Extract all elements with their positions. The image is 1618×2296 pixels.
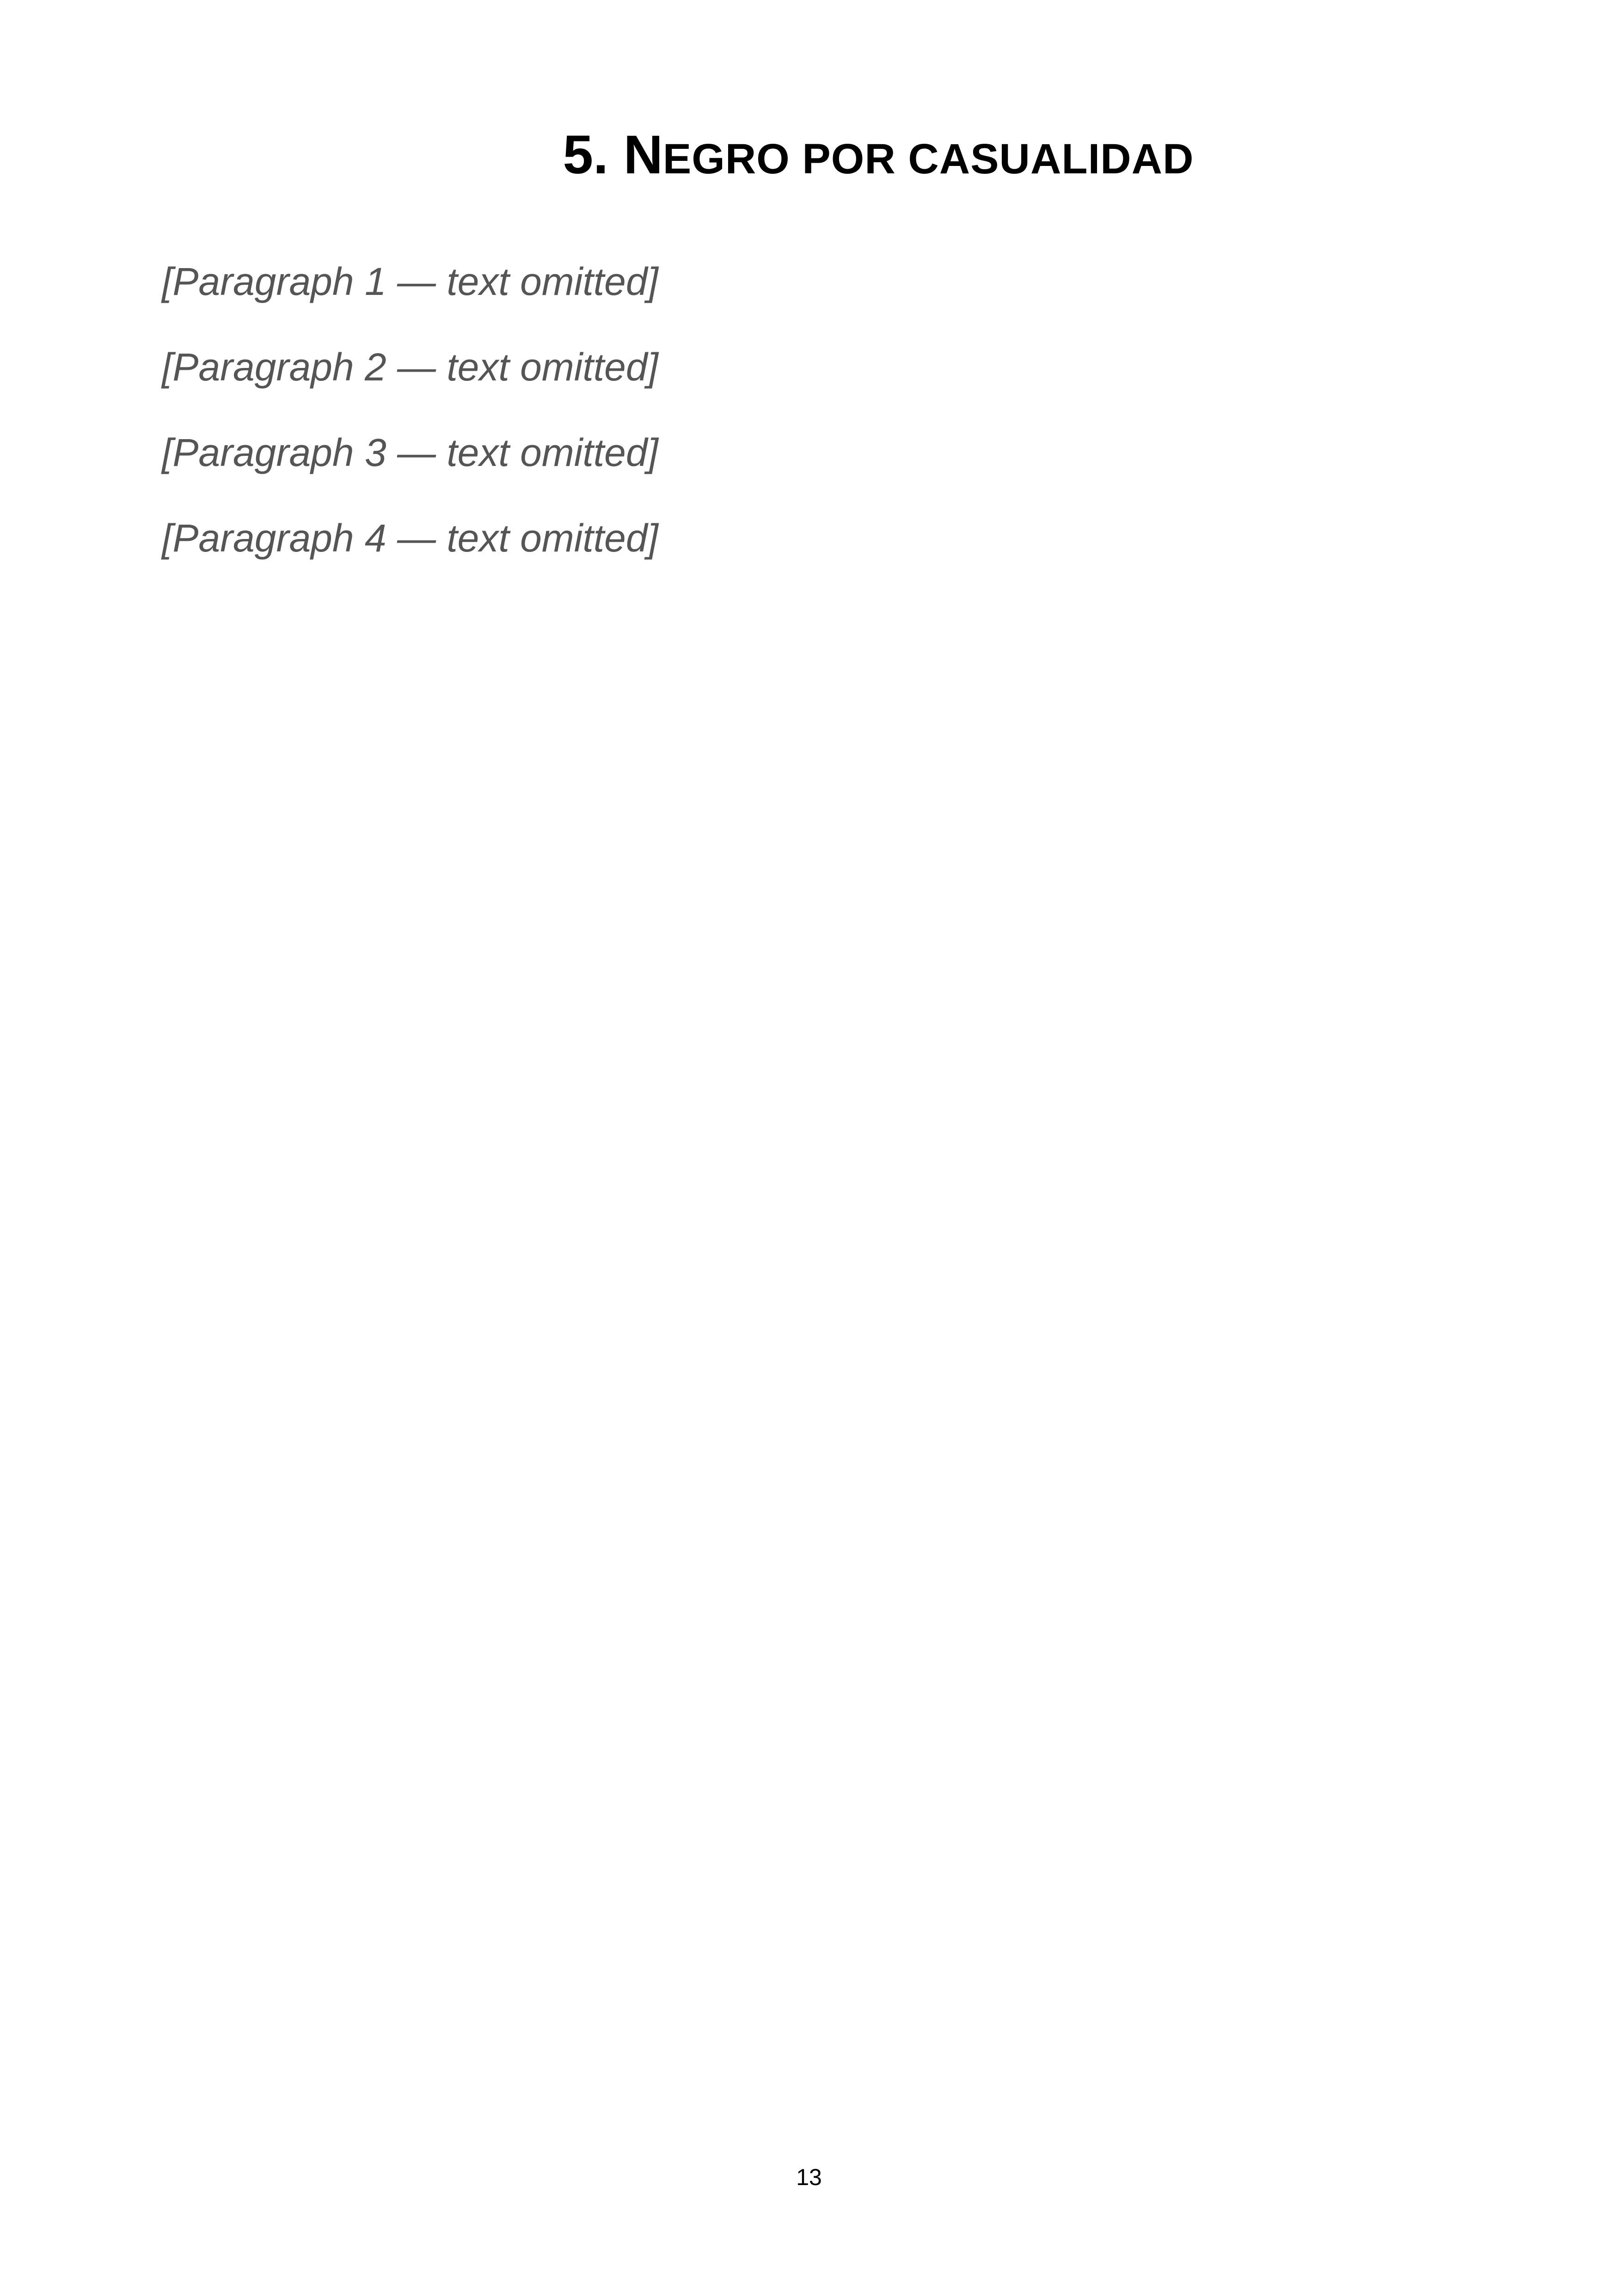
body-paragraph-2: [Paragraph 2 — text omitted] [162,345,658,389]
body-paragraph-3: [Paragraph 3 — text omitted] [162,431,658,474]
body-paragraph-4: [Paragraph 4 — text omitted] [162,516,658,560]
chapter-title [162,120,1456,194]
page-number: 13 [796,2164,822,2190]
chapter-number: 5. [563,124,608,185]
chapter-title-initial: N [623,124,663,185]
chapter-title-rest: EGRO POR CASUALIDAD [662,135,1194,183]
body-paragraph-1: [Paragraph 1 — text omitted] [162,260,658,303]
